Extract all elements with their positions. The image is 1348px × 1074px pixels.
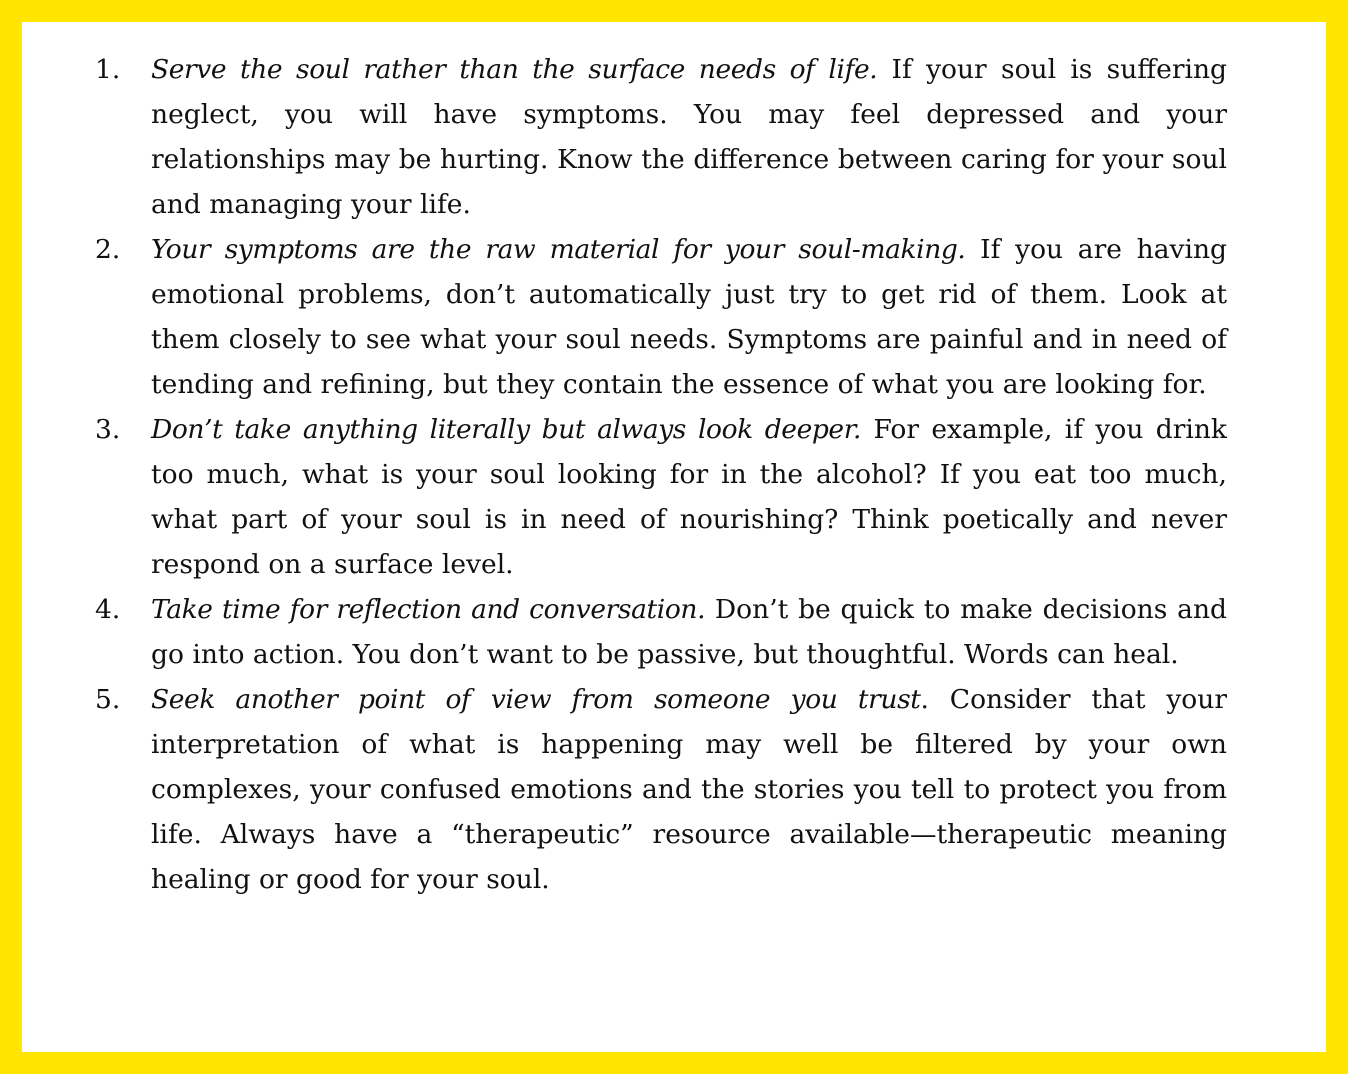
item-body: Don’t be quick to make decisions and go into action. You don’t want to be passive, but thoughtful. Words can heal. [151, 594, 1227, 670]
item-number: 4. [95, 594, 121, 625]
item-lead: Your symptoms are the raw material for your soul-making. [151, 234, 966, 265]
list-item [95, 407, 1227, 587]
list-item [95, 587, 1227, 677]
item-body: If your soul is suffering neglect, you will have symptoms. You may feel depressed and your relationships may be hurting. Know the difference between caring for your soul and managing your life. [151, 54, 1227, 220]
item-number: 3. [95, 414, 121, 445]
content-panel [22, 22, 1326, 1052]
list-item [95, 227, 1227, 407]
item-body: For example, if you drink too much, what is your soul looking for in the alcohol? If you eat too much, what part of your soul is in need of nourishing? Think poetically and never respond on a surface level. [151, 414, 1227, 580]
item-body: . Consider that your interpretation of what is happening may well be filtered by your own complexes, your confused emotions and the stories you tell to protect you from life. Always have a “therapeutic” resource available—therapeutic meaning healing or good for your soul. [151, 684, 1227, 895]
item-number: 2. [95, 234, 121, 265]
item-lead: Seek another point of view from someone you trust [151, 684, 921, 715]
item-lead: Serve the soul rather than the surface needs of life. [151, 54, 878, 85]
item-number: 5. [95, 684, 121, 715]
item-number: 1. [95, 54, 121, 85]
list-item [95, 677, 1227, 902]
item-lead: Take time for reflection and conversation. [151, 594, 706, 625]
item-lead: Don’t take anything literally but always look deeper. [151, 414, 862, 445]
item-body: If you are having emotional problems, don’t automatically just try to get rid of them. Look at them closely to see what your soul needs. Symptoms are painful and in need of tending and refining, but they contain the essence of what you are looking for. [151, 234, 1227, 400]
numbered-list [95, 47, 1227, 902]
list-item [95, 47, 1227, 227]
